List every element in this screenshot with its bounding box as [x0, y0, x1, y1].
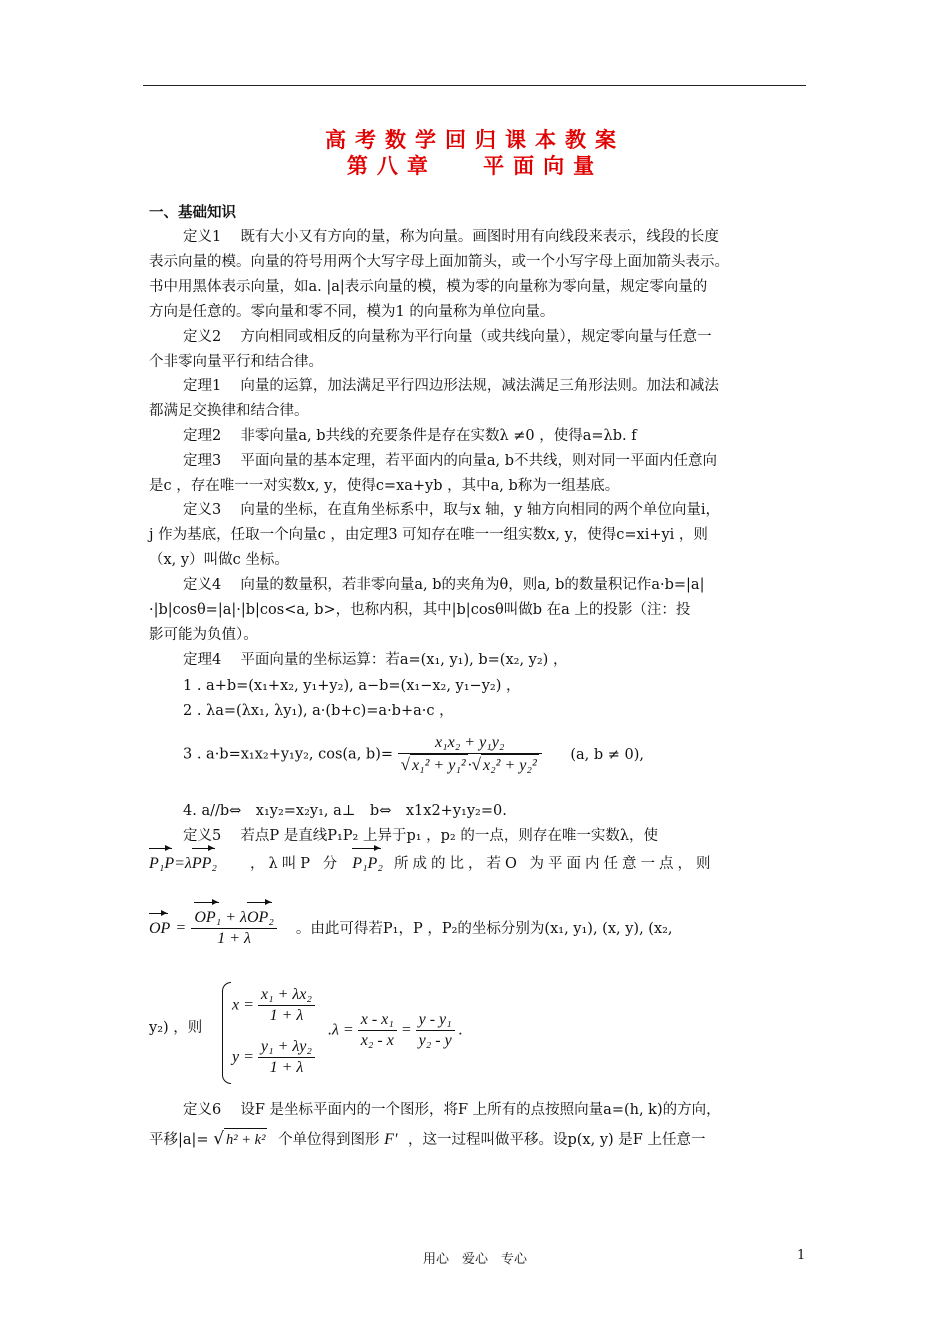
def5-text-b: 所成的比，若O 为平面内任意一点，则: [393, 856, 715, 872]
para-def2-line: 定义2 方向相同或相反的向量称为平行向量（或共线向量），规定零向量与任意一: [183, 329, 712, 345]
para-def1-line: 书中用黑体表示向量，如a. |a|表示向量的模，模为零的向量称为零向量，规定零向量的: [149, 279, 708, 295]
op-formula-line: OP = $\frac{\text{OP₁ + λOP₂}}{1 + \lambda}$ 。由此可得若P₁，P ，P₂的坐标分别为(x₁, y₁), (x, y), (x₂,: [149, 909, 673, 947]
chapter-title: 第八章 平面向量: [346, 154, 604, 178]
para-thm3-line: 是c ，存在唯一一对实数x, y，使得c=xa+yb ，其中a, b称为一组基底。: [149, 478, 620, 494]
system-y-label: y =: [232, 1048, 254, 1066]
lambda-fraction-2: [416, 1010, 455, 1051]
system-y-row: [232, 1037, 315, 1083]
def5-vector-line: [149, 853, 714, 874]
para-def2-line: 个非零向量平行和结合律。: [149, 354, 323, 370]
para-def1-line: 定义1 既有大小又有方向的量，称为向量。画图时用有向线段来表示，线段的长度: [183, 229, 719, 245]
formula-item-1: 1 . a+b=(x₁+x₂, y₁+y₂), a−b=(x₁−x₂, y₁−y₂) ，: [183, 678, 521, 694]
system-y-fraction: [258, 1037, 315, 1078]
header-rule: [143, 85, 806, 86]
sqrt-1: x₁² + y₁²: [410, 754, 468, 776]
document-title: 高考数学回归课本教案: [325, 128, 625, 152]
lambda-equals: =: [400, 1021, 412, 1039]
system-prefix: y₂) ，则: [149, 1020, 203, 1036]
formula-3-right: (a, b ≠ 0),: [570, 746, 645, 763]
system-x-label: x =: [232, 996, 254, 1014]
para-def1-line: 表示向量的模。向量的符号用两个大写字母上面加箭头，或一个小写字母上面加箭头表示。: [149, 254, 729, 270]
formula-item-2: 2 . λa=(λx₁, λy₁), a·(b+c)=a·b+a·c ，: [183, 703, 454, 719]
para-def4-line: 影可能为负值）。: [149, 627, 258, 643]
def6-text-b: 个单位得到图形: [278, 1132, 380, 1148]
equals-lambda: =λ: [174, 855, 192, 872]
vector-p1p: P₁P: [149, 855, 175, 872]
formula-item-4: 4. a//b⇔ x₁y₂=x₂y₁, a⊥ b⇔ x1x2+y₁y₂=0.: [183, 803, 507, 819]
op-text: 。由此可得若P₁，P ，P₂的坐标分别为(x₁, y₁), (x, y), (x₂,: [295, 920, 673, 937]
def6-sqrt: h² + k²: [224, 1128, 267, 1150]
system-brace: [222, 982, 231, 1084]
system-y-numerator: y₁ + λy₂: [258, 1037, 315, 1058]
para-thm1-line: 定理1 向量的运算，加法满足平行四边形法规，减法满足三角形法则。加法和减法: [183, 378, 719, 394]
lambda-num-1: x - x₁: [358, 1010, 397, 1031]
lambda-label: .λ =: [328, 1021, 354, 1039]
para-thm4: 定理4 平面向量的坐标运算：若a=(x₁, y₁), b=(x₂, y₂) ，: [183, 652, 568, 668]
cos-numerator: x₁x₂ + y₁y₂: [398, 733, 542, 754]
vector-p1p2: P₁P₂: [352, 855, 383, 872]
vector-op: OP: [149, 919, 171, 937]
system-x-fraction: [258, 985, 315, 1026]
def6-text-c: ，这一过程叫做平移。设p(x, y) 是F 上任意一: [407, 1132, 706, 1148]
para-def6-line2: 平移|a|= √ h² + k² 个单位得到图形 F' ，这一过程叫做平移。设p(x, y) 是F 上任意一: [149, 1129, 706, 1149]
lambda-num-2: y - y₁: [416, 1010, 455, 1031]
formula-3-left: 3 . a·b=x₁x₂+y₁y₂, cos(a, b)=: [183, 746, 393, 763]
lambda-den-2: y₂ - y: [418, 1032, 452, 1049]
para-thm2: 定理2 非零向量a, b共线的充要条件是存在实数λ ≠0 ，使得a=λb. f: [183, 428, 637, 444]
para-def1-line: 方向是任意的。零向量和零不同，模为1 的向量称为单位向量。: [149, 304, 555, 320]
system-x-numerator: x₁ + λx₂: [258, 985, 315, 1006]
para-def3-line: 定义3 向量的坐标，在直角坐标系中，取与x 轴，y 轴方向相同的两个单位向量i，: [183, 502, 721, 518]
def6-text-a: 平移|a|=: [149, 1132, 209, 1148]
vector-op2: OP₂: [246, 909, 274, 926]
formula-item-3: [183, 733, 644, 793]
system-x-denominator: 1 + λ: [269, 1007, 304, 1024]
sqrt-2: x₂² + y₂²: [481, 754, 539, 776]
lambda-ratio: [328, 1010, 463, 1056]
page-number: 1: [797, 1248, 806, 1263]
para-def3-line: （x, y）叫做c 坐标。: [149, 552, 289, 568]
para-thm3-line: 定理3 平面向量的基本定理，若平面内的向量a, b不共线，则对同一平面内任意向: [183, 453, 717, 469]
para-thm1-line: 都满足交换律和结合律。: [149, 403, 309, 419]
op-plus-lambda: + λ: [221, 909, 247, 926]
page-footer: 用心 爱心 专心: [422, 1252, 527, 1267]
vector-op1: OP₁: [194, 909, 222, 926]
def5-text-a: ，λ叫P 分: [250, 856, 342, 872]
cos-denominator: √ x₁² + y₁² ·√ x₂² + y₂²: [400, 755, 537, 774]
vector-pp2: PP₂: [191, 855, 217, 872]
para-def3-line: j 作为基底，任取一个向量c ，由定理3 可知存在唯一一组实数x, y，使得c=xi+yi ，则: [149, 527, 708, 543]
para-def6-line: 定义6 设F 是坐标平面内的一个图形，将F 上所有的点按照向量a=(h, k)的方向，: [183, 1102, 721, 1118]
system-x-row: [232, 985, 315, 1031]
para-def4-line: 定义4 向量的数量积，若非零向量a, b的夹角为θ，则a, b的数量积记作a·b=|a|: [183, 577, 705, 593]
lambda-fraction-1: [358, 1010, 397, 1051]
op-fraction: [191, 908, 277, 949]
op-denominator: 1 + λ: [217, 930, 251, 947]
cos-fraction: [398, 733, 542, 776]
def6-figure: F': [384, 1131, 398, 1148]
system-y-denominator: 1 + λ: [269, 1059, 304, 1076]
para-def5-line: 定义5 若点P 是直线P₁P₂ 上异于p₁ ，p₂ 的一点，则存在唯一实数λ，使: [183, 828, 659, 844]
lambda-end: .: [458, 1021, 463, 1039]
para-def4-line: ·|b|cosθ=|a|·|b|cos<a, b>，也称内积，其中|b|cosθ叫做b 在a 上的投影（注：投: [149, 602, 691, 618]
section-heading: 一、基础知识: [149, 205, 236, 221]
lambda-den-1: x₂ - x: [360, 1032, 394, 1049]
